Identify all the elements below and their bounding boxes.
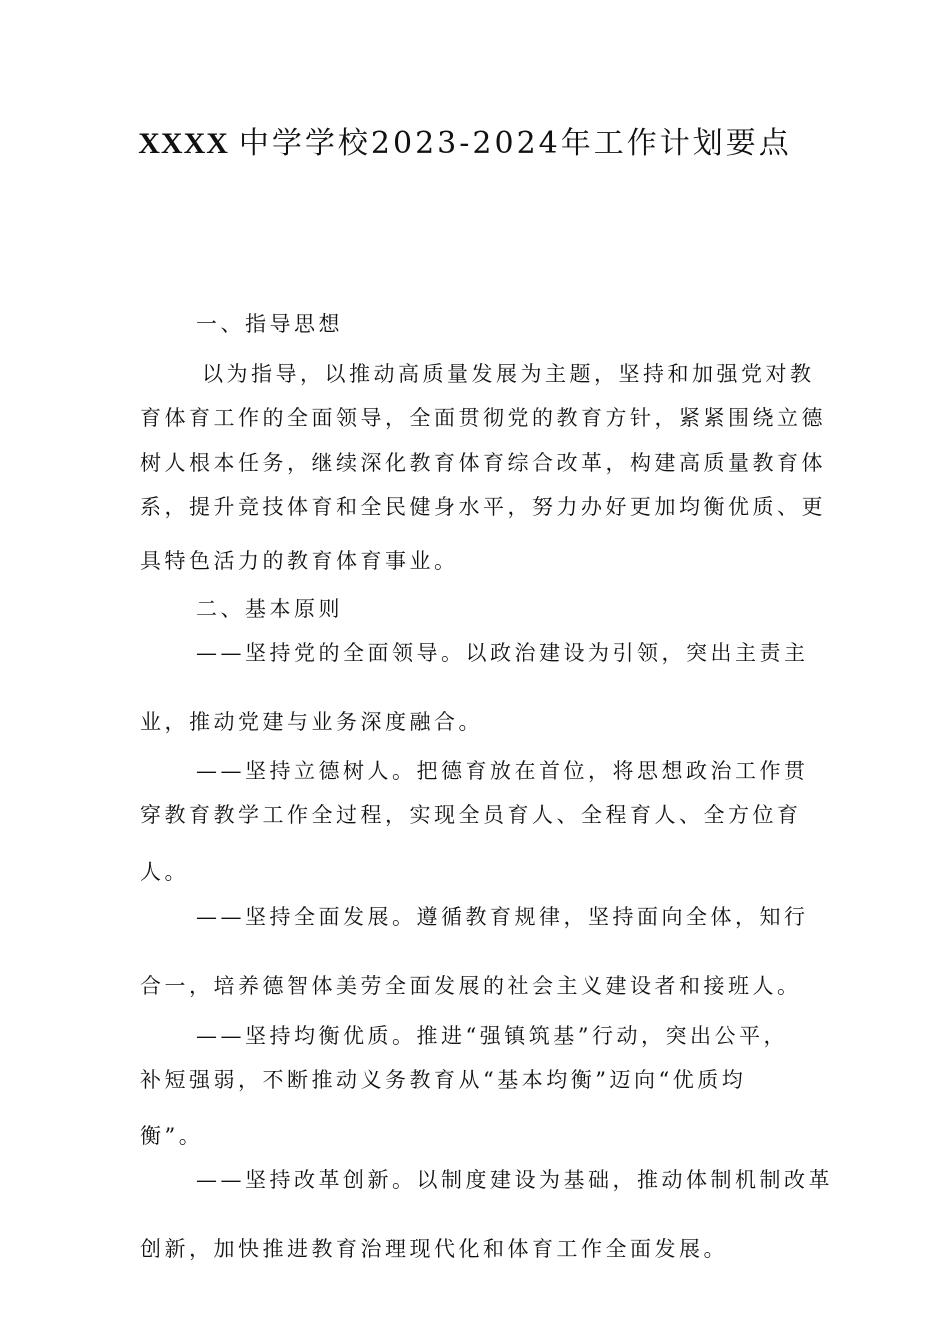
paragraph-line: 补短强弱，不断推动义务教育从“基本均衡”迈向“优质均 bbox=[140, 1068, 747, 1092]
paragraph-line: ——坚持均衡优质。推进“强镇筑基”行动，突出公平， bbox=[196, 1024, 788, 1048]
paragraph-line: 具特色活力的教育体育事业。 bbox=[140, 549, 459, 573]
paragraph-line: ——坚持党的全面领导。以政治建设为引领，突出主责主 bbox=[196, 641, 809, 665]
paragraph-line: 衡”。 bbox=[140, 1124, 204, 1148]
title-prefix: XXXX bbox=[138, 127, 229, 160]
paragraph-line: ——坚持全面发展。遵循教育规律，坚持面向全体，知行 bbox=[196, 905, 809, 929]
paragraph-line: 业，推动党建与业务深度融合。 bbox=[140, 710, 483, 734]
paragraph-line: ——坚持立德树人。把德育放在首位，将思想政治工作贯 bbox=[196, 759, 809, 783]
paragraph-line: 创新，加快推进教育治理现代化和体育工作全面发展。 bbox=[140, 1237, 728, 1261]
paragraph-line: 合一，培养德智体美劳全面发展的社会主义建设者和接班人。 bbox=[140, 974, 802, 998]
paragraph-line: 人。 bbox=[140, 860, 189, 884]
paragraph-line: ——坚持改革创新。以制度建设为基础，推动体制机制改革 bbox=[196, 1168, 833, 1192]
section-heading-guiding-ideology: 一、指导思想 bbox=[196, 312, 343, 336]
paragraph-line: 育体育工作的全面领导，全面贯彻党的教育方针，紧紧围绕立德 bbox=[140, 406, 826, 430]
title-text: 中学学校2023-2024年工作计划要点 bbox=[238, 126, 792, 161]
document-title bbox=[0, 118, 930, 162]
paragraph-line: 以为指导，以推动高质量发展为主题，坚持和加强党对教 bbox=[202, 362, 815, 386]
paragraph-line: 系，提升竞技体育和全民健身水平，努力办好更加均衡优质、更 bbox=[140, 495, 826, 519]
section-heading-basic-principles: 二、基本原则 bbox=[196, 597, 343, 621]
paragraph-line: 树人根本任务，继续深化教育体育综合改革，构建高质量教育体 bbox=[140, 451, 826, 475]
paragraph-line: 穿教育教学工作全过程，实现全员育人、全程育人、全方位育 bbox=[140, 803, 802, 827]
